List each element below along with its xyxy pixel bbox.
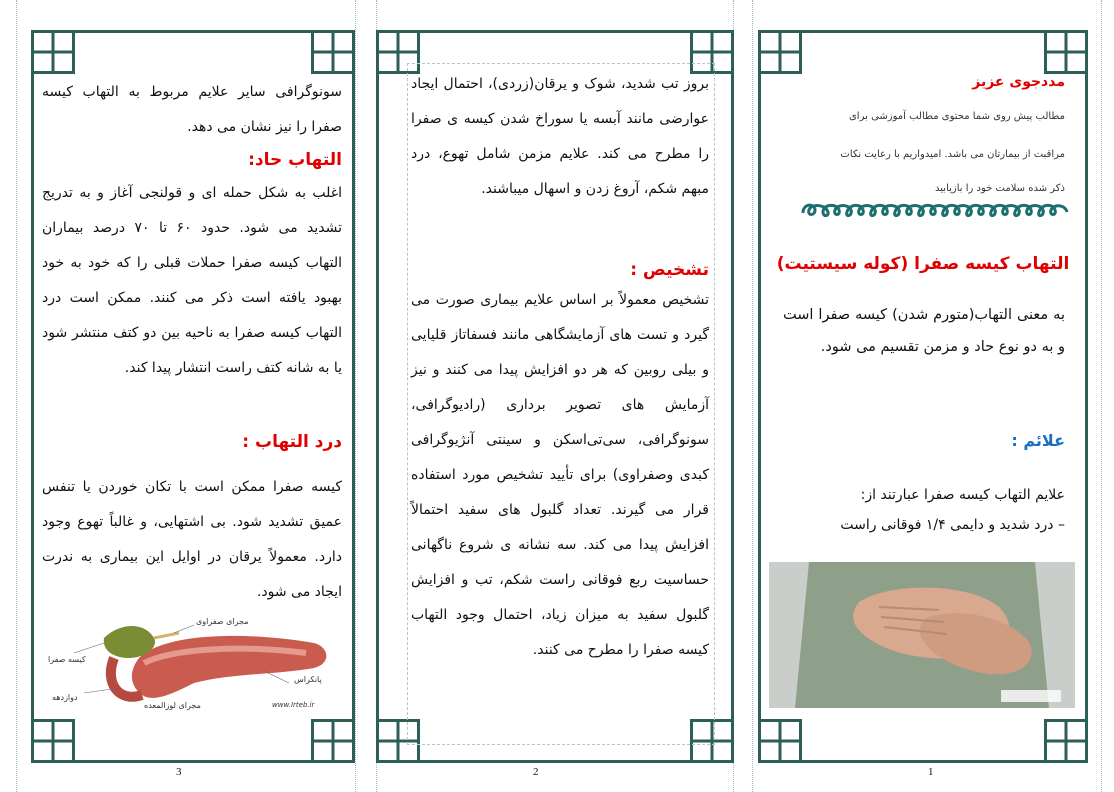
diagram-site: www.Irteb.ir: [272, 701, 315, 709]
acute-inflammation-heading: التهاب حاد:: [248, 150, 342, 170]
panel3-paragraph-3: کیسه صفرا ممکن است با تکان خوردن یا تنفس عمیق تشدید شود. بی اشتهایی، و غالباً تهوع وجود دارد. معمولاً یرقان در اوایل این بیماری به ندرت ایجاد می شود.: [42, 479, 342, 600]
symptoms-heading: علائم :: [1011, 431, 1065, 450]
frame-corner: [1044, 719, 1088, 763]
panel3-paragraph-2: اغلب به شکل حمله ای و قولنجی آغاز و به تدریج تشدید می شود. حدود ۶۰ تا ۷۰ درصد بیماران التهاب کیسه صفرا حملات قبلی را که خود به خود بهبود یافته است ذکر می کنند. ممکن است درد التهاب کیسه صفرا به ناحیه بین دو کتف منتشر شود یا به شانه کتف راست انتشار پیدا کند.: [42, 185, 343, 376]
abdominal-pain-photo: [769, 562, 1075, 708]
intro-line-1: مطالب پیش روی شما محتوی مطالب آموزشی برای: [848, 111, 1065, 122]
symptom-item: – درد شدید و دایمی ۱/۴ فوقانی راست: [840, 517, 1065, 533]
definition-paragraph: به معنی التهاب(متورم شدن) کیسه صفرا است و به دو نوع حاد و مزمن تقسیم می شود.: [783, 307, 1065, 355]
frame-corner: [758, 719, 802, 763]
panel-1: [758, 30, 1088, 763]
frame-corner: [311, 719, 355, 763]
frame-corner: [31, 30, 75, 74]
panel3-paragraph-1: سونوگرافی سایر علایم مربوط به التهاب کیسه صفرا را نیز نشان می دهد.: [42, 84, 342, 135]
pain-heading: درد التهاب :: [242, 432, 342, 452]
frame-corner: [31, 719, 75, 763]
panel-2: [376, 30, 734, 763]
diagram-label: مجرای صفراوی: [196, 617, 249, 626]
frame-corner: [758, 30, 802, 74]
diagram-label: پانکراس: [294, 675, 322, 684]
panel2-paragraph-2: تشخیص معمولاً بر اساس علایم بیماری صورت می گیرد و تست های آزمایشگاهی مانند فسفاتاز قلیایی و بیلی روبین که هر دو افزایش پیدا می کنند و نیز آزمایش های تصویر برداری (رادیوگرافی، سونوگرافی، سی‌تی‌اسکن و سینتی آنژیوگرافی کبدی وصفراوی) برای تأیید تشخیص مورد استفاده قرار می گیرند. تعداد گلبول های سفید احتمالاً افزایش پیدا می کند. سه نشانه ی شروع ناگهانی حساسیت ربع فوقانی راست شکم، تب و افزایش گلبول سفید به میزان زیاد، احتمال وجود التهاب کیسه صفرا را مطرح می کنند.: [411, 292, 709, 658]
page-number: 2: [533, 766, 539, 778]
symptoms-intro: علایم التهاب کیسه صفرا عبارتند از:: [860, 487, 1065, 503]
panel2-paragraph-1: بروز تب شدید، شوک و یرقان(زردی)، احتمال ایجاد عوارضی مانند آبسه یا سوراخ شدن کیسه ی صفرا را مطرح می کند. علایم مزمن شامل تهوع، درد مبهم شکم، آروغ زدن و اسهال میباشند.: [411, 76, 709, 197]
panel-3: [31, 30, 355, 763]
diagnosis-heading: تشخیص :: [630, 260, 709, 280]
intro-line-3: ذکر شده سلامت خود را بازیابید: [935, 183, 1065, 194]
page-number: 3: [176, 766, 182, 778]
diagram-label: کیسه صفرا: [48, 655, 86, 664]
diagram-label: مجرای لوزالمعده: [144, 701, 201, 710]
diagram-label: دوازدهه: [52, 693, 78, 702]
frame-corner: [311, 30, 355, 74]
intro-line-2: مراقبت از بیمارتان می باشد. امیدواریم با رعایت نکات: [840, 149, 1065, 160]
page-number: 1: [928, 766, 934, 778]
gallbladder-diagram: [44, 613, 344, 713]
wave-divider: [801, 198, 1069, 220]
greeting-heading: مددجوی عزیز: [972, 74, 1065, 90]
main-title: التهاب کیسه صفرا (کوله سیستیت): [776, 254, 1070, 274]
